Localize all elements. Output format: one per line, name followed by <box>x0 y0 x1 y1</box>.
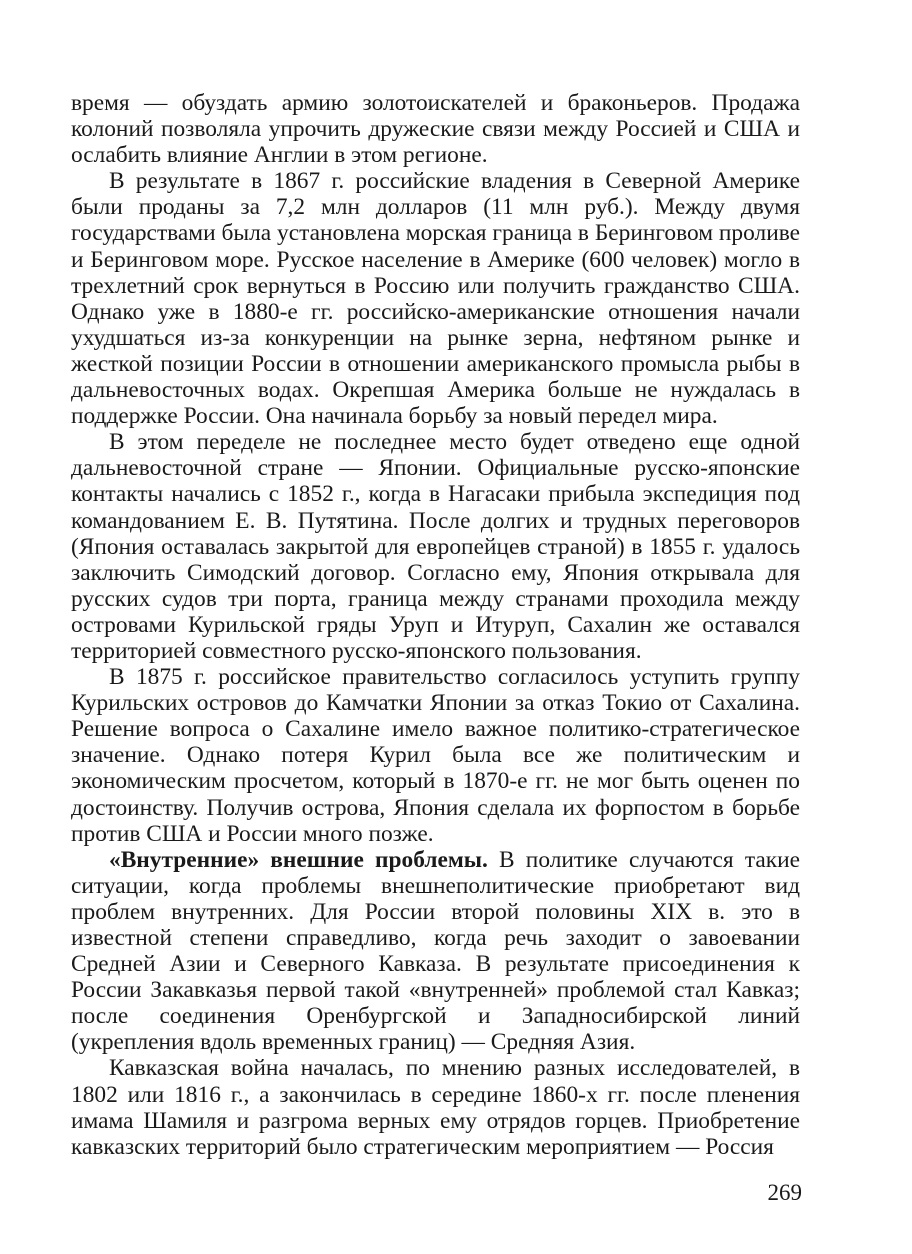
paragraph-1-text: время — обуздать армию золотоискателей и браконьеров. Продажа колоний позволяла упрочить дружеские связи между Россией и США и ослабить влияние Англии в этом регионе. <box>71 90 800 169</box>
paragraph-6-text: Кавказская война началась, по мнению разных исследователей, в 1802 или 1816 г., а закончилась в середине 1860-х гг. после пленения имама Шамиля и разгрома верных ему отрядов горцев. Приобретение кавказских территорий было стратегическим мероприятием — Россия <box>71 1055 800 1160</box>
page-number: 269 <box>767 1180 802 1205</box>
paragraph-2-text: В результате в 1867 г. российские владения в Северной Америке были проданы за 7,2 млн долларов (11 млн руб.). Между двумя государствами была установлена морская граница в Беринговом проливе и Беринговом море. Русское население в Америке (600 человек) могло в трехлетний срок вернуться в Россию или получить гражданство США. Однако уже в 1880-е гг. российско-американские отношения начали ухудшаться из-за конкуренции на рынке зерна, нефтяном рынке и жесткой позиции России в отношении американского промысла рыбы в дальневосточных водах. Окрепшая Америка больше не нуждалась в поддержке России. Она начинала борьбу за новый передел мира. <box>71 168 800 430</box>
paragraph-2 <box>71 168 800 429</box>
body-text <box>71 90 800 1160</box>
paragraph-3-text: В этом переделе не последнее место будет отведено еще одной дальневосточной стране — Японии. Официальные русско-японские контакты начались с 1852 г., когда в Нагасаки прибыла экспедиция под командованием Е. В. Путятина. После долгих и трудных переговоров (Япония оставалась закрытой для европейцев страной) в 1855 г. удалось заключить Симодский договор. Согласно ему, Япония открывала для русских судов три порта, граница между странами проходила между островами Курильской гряды Уруп и Итуруп, Сахалин же оставался территорией совместного русско-японского пользования. <box>71 429 800 664</box>
paragraph-1 <box>71 90 800 168</box>
paragraph-6 <box>71 1055 800 1159</box>
paragraph-4-text: В 1875 г. российское правительство согласилось уступить группу Курильских островов до Камчатки Японии за отказ Токио от Сахалина. Решение вопроса о Сахалине имело важное политико-стратегическое значение. Однако потеря Курил была все же политическим и экономическим просчетом, который в 1870-е гг. не мог быть оценен по достоинству. Получив острова, Япония сделала их форпостом в борьбе против США и России много позже. <box>71 664 800 847</box>
paragraph-3 <box>71 429 800 664</box>
paragraph-5-text: В политике случаются такие ситуации, когда проблемы внешнеполитические приобретают вид проблем внутренних. Для России второй половины XIX в. это в известной степени справедливо, когда речь заходит о завоевании Средней Азии и Северного Кавказа. В результате присоединения к России Закавказья первой такой «внутренней» проблемой стал Кавказ; после соединения Оренбургской и Западносибирской линий (укрепления вдоль временных границ) — Средняя Азия. <box>71 846 800 1056</box>
paragraph-4 <box>71 664 800 847</box>
section-heading-inline: «Внутренние» внешние проблемы. <box>109 846 488 873</box>
paragraph-5 <box>71 847 800 1056</box>
